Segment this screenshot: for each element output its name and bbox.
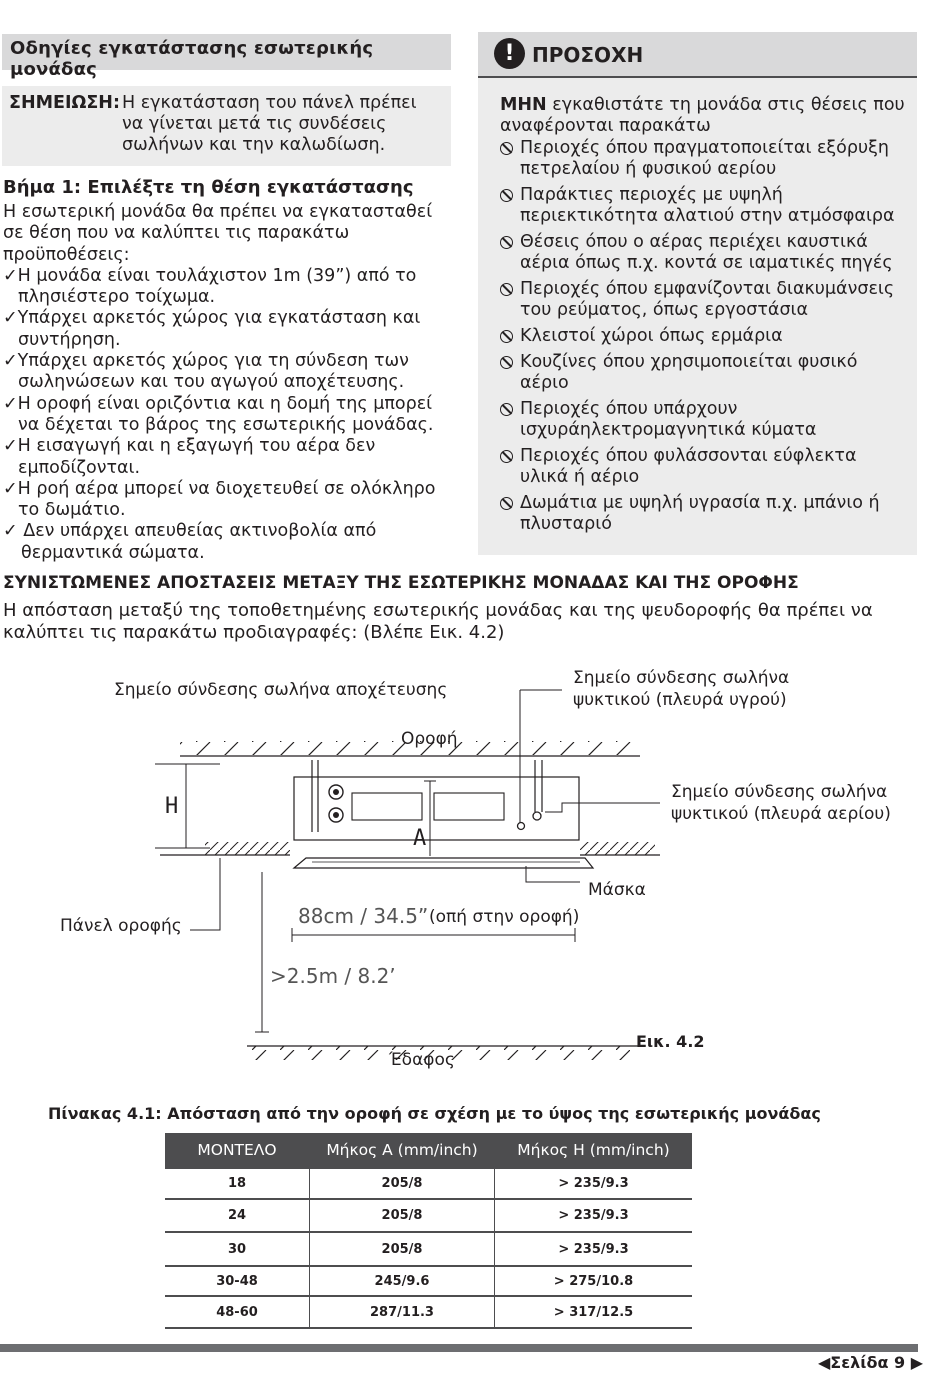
table-cell: 287/11.3 [310, 1296, 495, 1328]
table-row [165, 1232, 692, 1266]
prohibited-icon [500, 356, 513, 369]
caution-item-line: Κουζίνες όπου χρησιμοποιείται φυσικό [520, 352, 858, 372]
table-cell: > 235/9.3 [495, 1168, 693, 1199]
section-header-indoor-install [2, 34, 451, 80]
check-item [3, 394, 443, 437]
table-cell: > 275/10.8 [495, 1266, 693, 1296]
distances-line: Η απόσταση μεταξύ της τοποθετημένης εσωτερικής μονάδας και της ψευδοροφής θα πρέπει να [3, 600, 873, 621]
check-line: να δέχεται το βάρος της εσωτερικής μονάδας. [18, 414, 434, 435]
height-value: >2.5m / 8.2’ [270, 964, 396, 988]
installation-diagram [0, 650, 950, 1090]
caution-item-line: Περιοχές όπου εμφανίζονται διακυμάνσεις [520, 279, 895, 299]
table-cell: > 235/9.3 [495, 1232, 693, 1266]
step1-title: Βήμα 1: Επιλέξτε τη θέση εγκατάστασης [3, 177, 414, 198]
caution-item-line: περιεκτικότητα αλατιού στην ατμόσφαιρα [520, 206, 895, 226]
caution-box [478, 32, 917, 555]
check-line: ✓Υπάρχει αρκετός χώρος για τη σύνδεση των [3, 351, 409, 372]
check-line: πλησιέστερο τοίχωμα. [18, 287, 216, 308]
check-line: ✓Η οροφή είναι οριζόντια και η δομή της μπορεί [3, 393, 433, 414]
note-line: σωλήνων και την καλωδίωση. [122, 135, 386, 155]
check-line: το δωμάτιο. [18, 500, 126, 521]
table-caption: Πίνακας 4.1: Απόσταση από την οροφή σε σχέση με το ύψος της εσωτερικής μονάδας [48, 1104, 821, 1123]
check-item [3, 436, 443, 479]
distances-line: καλύπτει τις παρακάτω προδιαγραφές: (Βλέπε Εικ. 4.2) [3, 621, 505, 643]
caution-item-line: Κλειστοί χώροι όπως ερμάρια [520, 326, 783, 346]
caution-item [500, 232, 910, 274]
h-label: H [165, 794, 179, 819]
caution-item-line: πλυσταριό [520, 514, 612, 534]
table-cell: 48-60 [165, 1296, 310, 1328]
figure-number: Εικ. 4.2 [636, 1032, 705, 1051]
check-line: ✓Η εισαγωγή και η εξαγωγή του αέρα δεν [3, 436, 376, 457]
caution-item-line: αέριο [520, 373, 569, 393]
caution-item-line: υλικά ή αέριο [520, 467, 640, 487]
step1-intro-line: σε θέση που να καλύπτει τις παρακάτω [3, 223, 350, 244]
ceiling-label: Οροφή [401, 729, 458, 749]
check-line: ✓Η μονάδα είναι τουλάχιστον 1m (39”) από το [3, 265, 417, 286]
table-cell: 30 [165, 1232, 310, 1266]
prohibited-icon [500, 450, 513, 463]
width-dimension [292, 928, 575, 942]
caution-title: ΠΡΟΣΟΧΗ [532, 43, 644, 67]
prohibited-icon [500, 497, 513, 510]
caution-item-line: ισχυράηλεκτρομαγνητικά κύματα [520, 420, 817, 440]
note-box [2, 86, 451, 166]
width-value: 88cm / 34.5” [298, 904, 429, 928]
table-cell: 205/8 [310, 1199, 495, 1232]
exclamation-icon: ! [494, 38, 525, 69]
indoor-unit [294, 760, 579, 856]
column-header: Μήκος A (mm/inch) [310, 1133, 495, 1168]
distances-title: ΣΥΝΙΣΤΩΜΕΝΕΣ ΑΠΟΣΤΑΣΕΙΣ ΜΕΤΑΞΥ ΤΗΣ ΕΣΩΤΕΡΙΚΗΣ ΜΟΝΑΔΑΣ ΚΑΙ ΤΗΣ ΟΡΟΦΗΣ [3, 573, 799, 593]
prohibited-icon [500, 236, 513, 249]
table-cell: 18 [165, 1168, 310, 1199]
caution-item [500, 399, 910, 441]
table-cell: 205/8 [310, 1168, 495, 1199]
prohibited-icon [500, 330, 513, 343]
step1-intro-line: προϋποθέσεις: [3, 244, 130, 265]
table-cell: > 235/9.3 [495, 1199, 693, 1232]
caution-intro-bold: ΜΗΝ [500, 95, 547, 115]
note-text [122, 93, 442, 156]
gas-side-label [671, 781, 891, 825]
label-line: ψυκτικού (πλευρά αερίου) [671, 804, 891, 824]
check-line: σωληνώσεων και του αγωγού αποχέτευσης. [18, 372, 405, 393]
caution-item [500, 326, 910, 347]
note-label: ΣΗΜΕΙΩΣΗ: [9, 93, 120, 113]
table-row [165, 1199, 692, 1232]
check-line: ✓Η ροή αέρα μπορεί να διοχετευθεί σε ολόκληρο [3, 478, 436, 499]
false-ceiling [160, 842, 660, 855]
caution-list [500, 138, 910, 535]
caution-item [500, 493, 910, 535]
label-line: Σημείο σύνδεσης σωλήνα [573, 668, 790, 688]
caution-intro-text: εγκαθιστάτε τη μονάδα στις θέσεις που [546, 95, 905, 115]
check-item [3, 521, 443, 564]
prohibited-icon [500, 283, 513, 296]
caution-item-line: του ρεύματος, όπως εργοστάσια [520, 300, 809, 320]
caution-item-line: Δωμάτια με υψηλή υγρασία π.χ. μπάνιο ή [520, 493, 880, 513]
table-row [165, 1296, 692, 1328]
distances-body [3, 600, 883, 643]
check-item [3, 351, 443, 394]
caution-item-line: Περιοχές όπου υπάρχουν [520, 399, 738, 419]
column-header: ΜΟΝΤΕΛΟ [165, 1133, 310, 1168]
label-line: ψυκτικού (πλευρά υγρού) [573, 690, 787, 710]
floor-height-dimension [255, 872, 269, 1032]
caution-header [478, 32, 917, 78]
check-item [3, 266, 443, 309]
mask-label: Μάσκα [588, 880, 646, 900]
caution-item [500, 352, 910, 394]
section-header-text: Οδηγίες εγκατάστασης εσωτερικής μονάδας [10, 38, 374, 80]
prohibited-icon [500, 142, 513, 155]
label-line: Σημείο σύνδεσης σωλήνα [671, 782, 888, 802]
table-cell: 205/8 [310, 1232, 495, 1266]
panel-mask [294, 858, 593, 868]
table-cell: 24 [165, 1199, 310, 1232]
caution-item-line: αέρια όπως π.χ. κοντά σε ιαματικές πηγές [520, 253, 893, 273]
table-cell: > 317/12.5 [495, 1296, 693, 1328]
check-line: ✓Υπάρχει αρκετός χώρος για εγκατάσταση και [3, 308, 421, 329]
liquid-side-label [573, 667, 789, 711]
column-header: Μήκος H (mm/inch) [495, 1133, 693, 1168]
drain-connection-label: Σημείο σύνδεσης σωλήνα αποχέτευσης [114, 680, 448, 700]
caution-item [500, 446, 910, 488]
distance-table [165, 1133, 692, 1329]
table-cell: 245/9.6 [310, 1266, 495, 1296]
caution-item-line: Περιοχές όπου φυλάσσονται εύφλεκτα [520, 446, 857, 466]
check-item [3, 308, 443, 351]
caution-item [500, 185, 910, 227]
caution-intro-text: αναφέρονται παρακάτω [500, 116, 711, 136]
caution-item-line: Περιοχές όπου πραγματοποιείται εξόρυξη [520, 138, 889, 158]
note-line: να γίνεται μετά τις συνδέσεις [122, 114, 387, 134]
caution-item-line: Θέσεις όπου ο αέρας περιέχει καυστικά [520, 232, 868, 252]
table-cell: 30-48 [165, 1266, 310, 1296]
caution-item-line: πετρελαίου ή φυσικού αερίου [520, 159, 777, 179]
floor-label: Έδαφος [389, 1050, 455, 1070]
caution-item-line: Παράκτιες περιοχές με υψηλή [520, 185, 783, 205]
prohibited-icon [500, 189, 513, 202]
check-line: εμποδίζονται. [18, 457, 141, 478]
opening-label: (οπή στην οροφή) [429, 907, 580, 927]
table-header-row [165, 1133, 692, 1168]
step1-intro-line: Η εσωτερική μονάδα θα πρέπει να εγκατασταθεί [3, 202, 433, 222]
check-line: θερμαντικά σώματα. [21, 542, 205, 563]
note-line: Η εγκατάσταση του πάνελ πρέπει [122, 93, 417, 113]
caution-item [500, 138, 910, 180]
check-line: συντήρηση. [18, 329, 121, 350]
a-label: A [413, 826, 427, 851]
caution-intro [500, 95, 910, 137]
check-item [3, 479, 443, 522]
table-row [165, 1168, 692, 1199]
check-line: ✓ Δεν υπάρχει απευθείας ακτινοβολία από [3, 521, 377, 542]
table-row [165, 1266, 692, 1296]
caution-item [500, 279, 910, 321]
step1-body [3, 202, 443, 564]
prohibited-icon [500, 403, 513, 416]
page-number: ◀Σελίδα 9 ▶ [818, 1353, 924, 1372]
footer-bar [0, 1344, 918, 1352]
ceiling-panel-label: Πάνελ οροφής [60, 916, 182, 936]
